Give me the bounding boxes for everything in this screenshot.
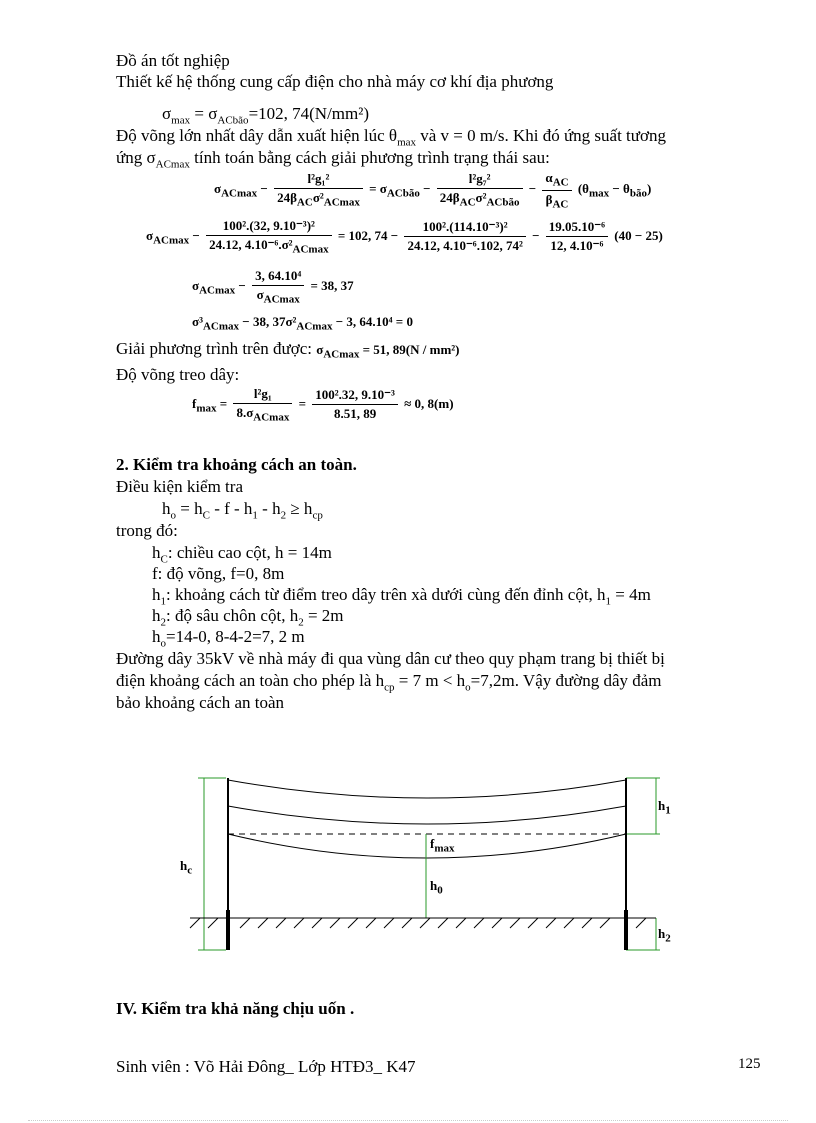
label-h0: $h_0$ [430,878,443,897]
label-h2: $h_2$ [658,926,671,945]
state-equation-numeric: $\sigma_{ACmax}$ − $\frac{\text{100².(32, 9.10⁻³)²}}{24.12, 4.10^{-6}.\sigma^2_{ACmax}}$ = 102, 74 − $\frac{\text{100².(114.10⁻³)²}}{\text{24.12, 4.10⁻⁶.102, 74²}}$ − $\frac{\text{19.05.10⁻⁶}}{\text{12, 4.10⁻⁶}}$ (40 − 25) [146,218,663,256]
sag-label: Độ võng treo dây: [116,365,240,384]
label-fmax: $f_{max}$ [430,836,455,855]
label-hc: $h_c$ [180,858,193,877]
clearance-formula: $h_o = h_C - f - h_1 - h_2 \ge h_{cp}$ [162,499,323,522]
solution-line: Giải phương trình trên được: $\sigma_{ACmax} = 51$, 89(N / mm²) [116,339,460,361]
section-2-heading: 2. Kiểm tra khoảng cách an toàn. [116,455,357,474]
section-4-heading: IV. Kiểm tra khả năng chịu uốn . [116,999,355,1018]
state-equation-simplified: $\sigma_{ACmax}$ − $\frac{\text{3, 64.10⁴}}{\sigma_{ACmax}}$ = 38, 37 [192,268,354,306]
definition-item: f: độ võng, f=0, 8m [152,564,285,583]
clearance-diagram [160,760,700,960]
section-2-condition: Điều kiện kiểm tra [116,477,243,496]
conductor-top [228,780,626,798]
header-subtitle: Thiết kế hệ thống cung cấp điện cho nhà máy cơ khí địa phương [116,72,554,91]
header-title: Đồ án tốt nghiệp [116,51,230,70]
footer-author: Sinh viên : Võ Hải Đông_ Lớp HTĐ3_ K47 [116,1057,416,1076]
conductor-middle [228,806,626,824]
conclusion-line1: Đường dây 35kV về nhà máy đi qua vùng dân cư theo quy phạm trang bị thiết bị [116,649,665,668]
ground-hatching [190,918,646,928]
definition-item: $h_C$: chiều cao cột, h = 14m [152,543,332,566]
page-number: 125 [738,1056,761,1072]
conclusion-line3: bảo khoảng cách an toàn [116,693,285,712]
paragraph-sag-line2: ứng $\sigma_{ACmax}$ tính toán bằng cách giải phương trình trạng thái sau: [116,148,550,171]
definition-item: $h_o=14-0$, 8-4-2=7, 2 m [152,627,305,650]
definition-item: $h_1$: khoảng cách từ điểm treo dây trên xà dưới cùng đến đỉnh cột, $h_1 = 4m$ [152,585,651,608]
sigma-max-line: $\sigma_{max} = \sigma_{ACbão}=102$, 74(N/mm²) [162,104,370,127]
conclusion-line2: điện khoảng cách an toàn cho phép là $h_{cp} = 7$ $m < h_o=7,2m$. Vậy đường dây đảm [116,671,662,694]
definition-item: $h_2$: độ sâu chôn cột, $h_2 = 2m$ [152,606,344,629]
sag-equation: $f_{max}$ = $\frac{\text{l²g₁}}{8.\sigma_{ACmax}}$ = $\frac{\text{100².32, 9.10⁻³}}{8.51, 89}$ ≈ 0, 8(m) [192,386,454,424]
cubic-equation: $\sigma^3_{ACmax} - 38$, $37\sigma^2_{ACmax} - 3$, 64.10⁴ = 0 [192,314,413,333]
conductor-bottom [228,834,626,858]
state-equation-general: $\sigma_{ACmax}$ − $\frac{\text{l²g₁²}}{24\beta_{AC}\sigma^2_{ACmax}}$ = $\sigma_{ACbão}$ − $\frac{\text{l²g₇²}}{24\beta_{AC}\sigma^2_{ACbão}}$ − $\frac{\alpha_{AC}}{\beta_{AC}}$ $(\theta_{max} - \theta_{bão})$ [214,170,652,211]
label-h1: $h_1$ [658,798,671,817]
where-label: trong đó: [116,521,178,540]
paragraph-sag-line1: Độ võng lớn nhất dây dẫn xuất hiện lúc $\theta_{max}$ và v = 0 m/s. Khi đó ứng suất tương [116,126,666,149]
page-bottom-rule [28,1120,788,1121]
